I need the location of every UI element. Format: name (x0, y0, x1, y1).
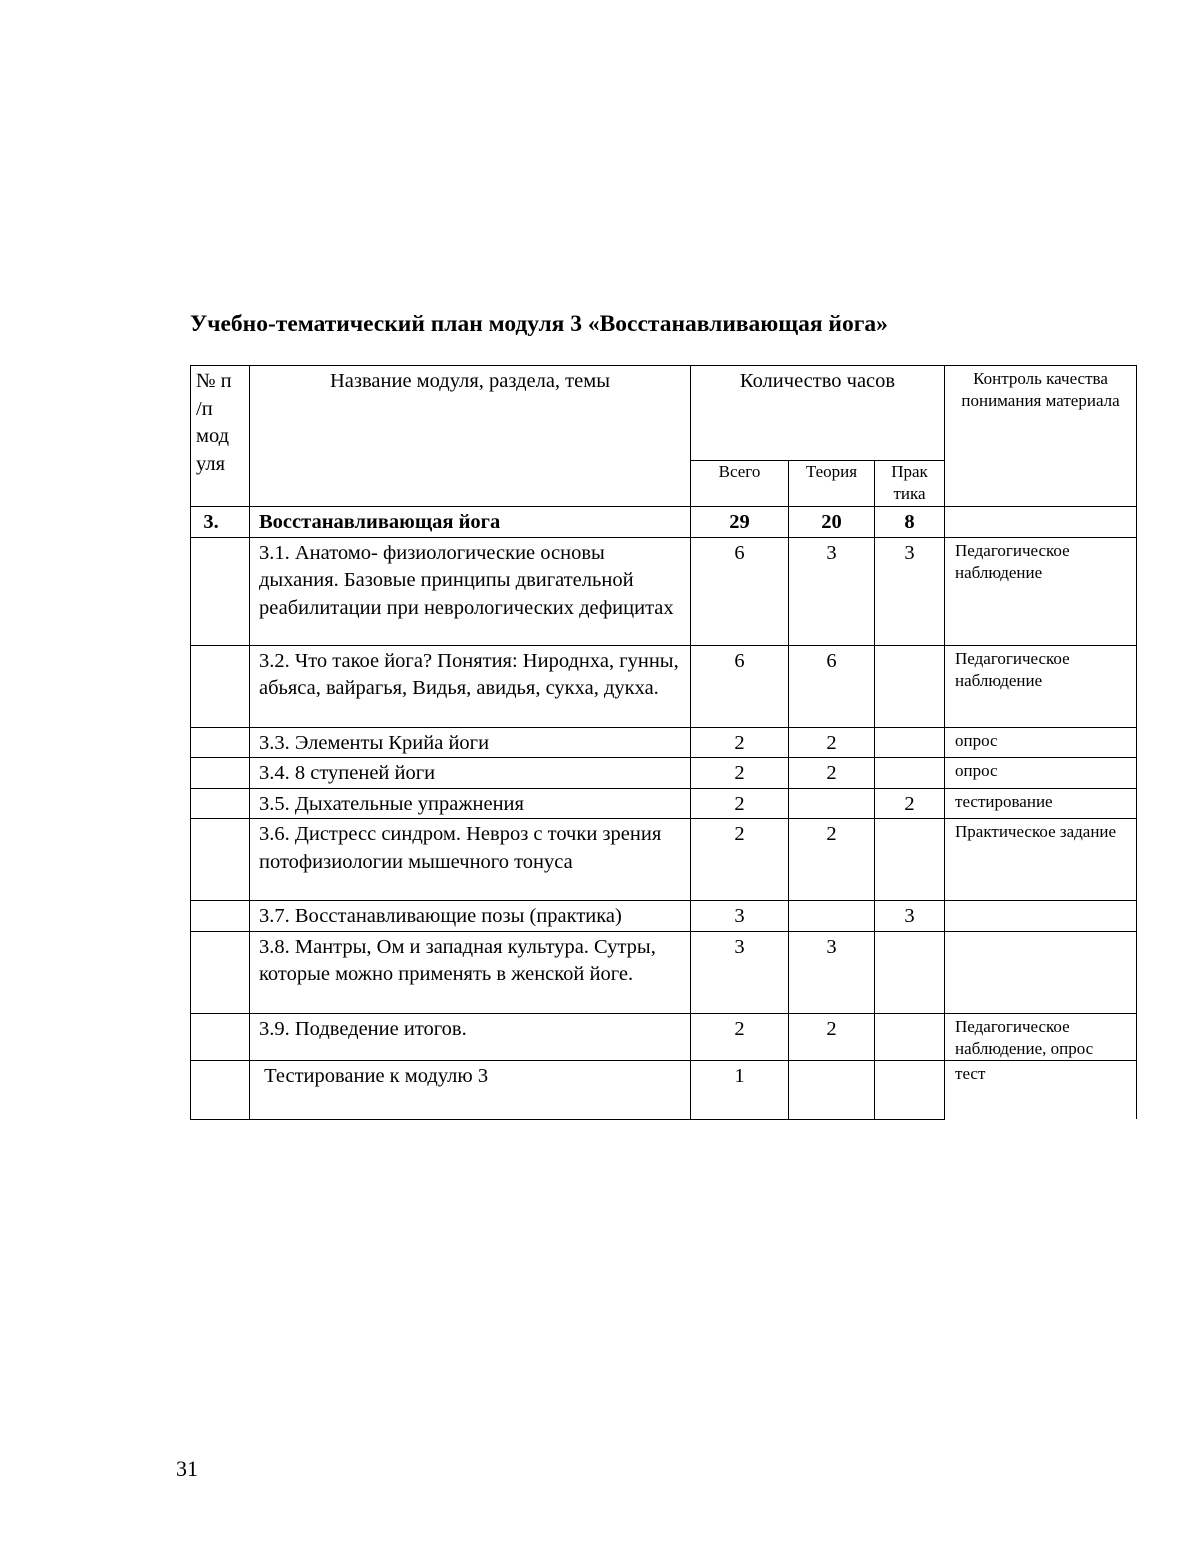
module-row (191, 507, 1137, 538)
table-row (191, 1060, 1137, 1119)
topic-control: Педагогическое наблюдение, опрос (945, 1013, 1137, 1060)
table-row (191, 901, 1137, 932)
table-row (191, 931, 1137, 1013)
module-control (945, 507, 1137, 538)
module-name: Восстанавливающая йога (250, 507, 691, 538)
topic-name: 3.2. Что такое йога? Понятия: Нироднха, гунны, абьяса, вайрагья, Видья, авидья, сукха, дукха. (250, 645, 691, 727)
topic-theory: 3 (789, 537, 875, 645)
topic-control: Практическое задание (945, 819, 1137, 901)
topic-practice (875, 645, 945, 727)
header-control: Контроль качества понимания материала (945, 366, 1137, 507)
header-total: Всего (691, 461, 789, 507)
topic-name: 3.6. Дистресс синдром. Невроз с точки зрения потофизиологии мышечного тонуса (250, 819, 691, 901)
topic-total: 6 (691, 537, 789, 645)
topic-name: 3.8. Мантры, Ом и западная культура. Сутры, которые можно применять в женской йоге. (250, 931, 691, 1013)
topic-theory: 2 (789, 758, 875, 789)
topic-name: Тестирование к модулю 3 (250, 1060, 691, 1119)
table-row (191, 645, 1137, 727)
topic-practice: 3 (875, 901, 945, 932)
topic-name: 3.5. Дыхательные упражнения (250, 788, 691, 819)
topic-theory (789, 1060, 875, 1119)
topic-name: 3.4. 8 ступеней йоги (250, 758, 691, 789)
header-name: Название модуля, раздела, темы (250, 366, 691, 507)
topic-control: опрос (945, 758, 1137, 789)
topic-practice (875, 931, 945, 1013)
topic-practice (875, 819, 945, 901)
topic-theory: 3 (789, 931, 875, 1013)
topic-control: Педагогическое наблюдение (945, 645, 1137, 727)
topic-theory (789, 788, 875, 819)
topic-control: тестирование (945, 788, 1137, 819)
header-hours: Количество часов (691, 366, 945, 461)
module-practice: 8 (875, 507, 945, 538)
topic-control (945, 901, 1137, 932)
topic-total: 2 (691, 1013, 789, 1060)
page-number: 31 (176, 1456, 198, 1481)
page-title: Учебно-тематический план модуля 3 «Восстанавливающая йога» (190, 311, 888, 337)
study-plan-table (190, 365, 1137, 1120)
topic-theory: 2 (789, 1013, 875, 1060)
topic-practice: 2 (875, 788, 945, 819)
header-practice: Прак тика (875, 461, 945, 507)
topic-total: 1 (691, 1060, 789, 1119)
module-num: 3. (191, 507, 250, 538)
topic-control: опрос (945, 727, 1137, 758)
topic-theory: 6 (789, 645, 875, 727)
topic-practice (875, 1013, 945, 1060)
topic-control (945, 931, 1137, 1013)
module-total: 29 (691, 507, 789, 538)
topic-practice (875, 1060, 945, 1119)
topic-name: 3.3. Элементы Крийа йоги (250, 727, 691, 758)
topic-practice: 3 (875, 537, 945, 645)
table-row (191, 1013, 1137, 1060)
table-row (191, 819, 1137, 901)
table-row (191, 727, 1137, 758)
module-theory: 20 (789, 507, 875, 538)
topic-total: 3 (691, 931, 789, 1013)
topic-name: 3.7. Восстанавливающие позы (практика) (250, 901, 691, 932)
topic-theory (789, 901, 875, 932)
topic-total: 2 (691, 758, 789, 789)
header-theory: Теория (789, 461, 875, 507)
topic-control: Педагогическое наблюдение (945, 537, 1137, 645)
table-row (191, 758, 1137, 789)
topic-theory: 2 (789, 727, 875, 758)
topic-control: тест (945, 1060, 1137, 1119)
table-row (191, 537, 1137, 645)
topic-practice (875, 727, 945, 758)
topic-name: 3.1. Анатомо- физиологические основы дыхания. Базовые принципы двигательной реабилитации при неврологических дефицитах (250, 537, 691, 645)
table-header-row (191, 366, 1137, 461)
topic-practice (875, 758, 945, 789)
topic-total: 2 (691, 727, 789, 758)
topic-total: 6 (691, 645, 789, 727)
topic-name: 3.9. Подведение итогов. (250, 1013, 691, 1060)
header-num: № п /п мод уля (191, 366, 250, 507)
topic-total: 3 (691, 901, 789, 932)
topic-theory: 2 (789, 819, 875, 901)
topic-total: 2 (691, 788, 789, 819)
topic-total: 2 (691, 819, 789, 901)
table-row (191, 788, 1137, 819)
